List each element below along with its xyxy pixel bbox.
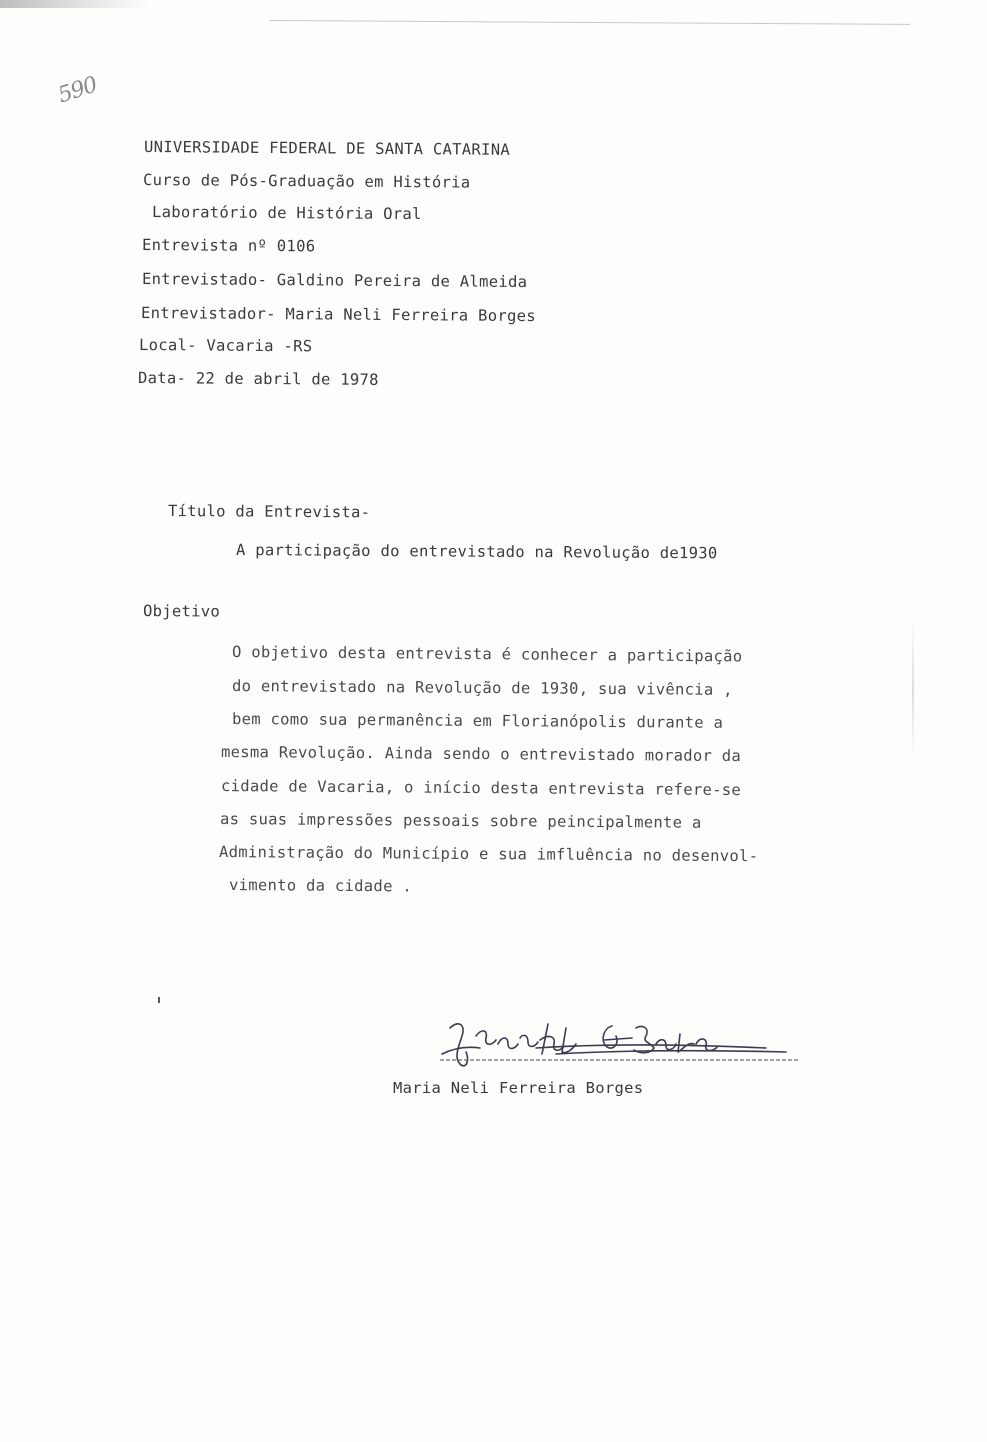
objective-line: O objetivo desta entrevista é conhecer a participação [231, 643, 743, 666]
header-course: Curso de Pós-Graduação em História [142, 171, 471, 192]
objective-line: mesma Revolução. Ainda sendo o entrevistado morador da [220, 743, 742, 766]
header-interviewee: Entrevistado- Galdino Pereira de Almeida [141, 270, 528, 292]
header-university: UNIVERSIDADE FEDERAL DE SANTA CATARINA [143, 138, 511, 159]
title-text: A participação do entrevistado na Revolução de1930 [235, 541, 718, 563]
objective-line: as suas impressões pessoais sobre peincipalmente a [219, 810, 702, 832]
header-date: Data- 22 de abril de 1978 [137, 369, 379, 389]
objective-line: Administração do Município e sua imfluência no desenvol- [218, 843, 759, 866]
objective-line: bem como sua permanência em Florianópolis durante a [231, 710, 724, 732]
objective-line: cidade de Vacaria, o início desta entrevista refere-se [220, 777, 742, 800]
handwritten-signature [436, 1014, 806, 1078]
scan-top-edge-line [270, 20, 910, 25]
objective-label: Objetivo [142, 602, 221, 621]
signature-name: Maria Neli Ferreira Borges [393, 1079, 644, 1097]
title-label: Título da Entrevista- [167, 502, 371, 522]
scan-margin-scuff [912, 620, 914, 760]
header-interviewer: Entrevistador- Maria Neli Ferreira Borges [140, 304, 536, 326]
header-interview-number: Entrevista nº 0106 [141, 236, 316, 256]
handwritten-page-number: 590 [55, 72, 100, 109]
scan-corner-mark [0, 0, 150, 8]
objective-line: do entrevistado na Revolução de 1930, sua vivência , [231, 677, 733, 699]
header-laboratory: Laboratório de História Oral [151, 203, 422, 224]
stray-ink-mark [158, 997, 160, 1003]
objective-line: vimento da cidade . [228, 876, 413, 896]
header-location: Local- Vacaria -RS [138, 336, 313, 356]
